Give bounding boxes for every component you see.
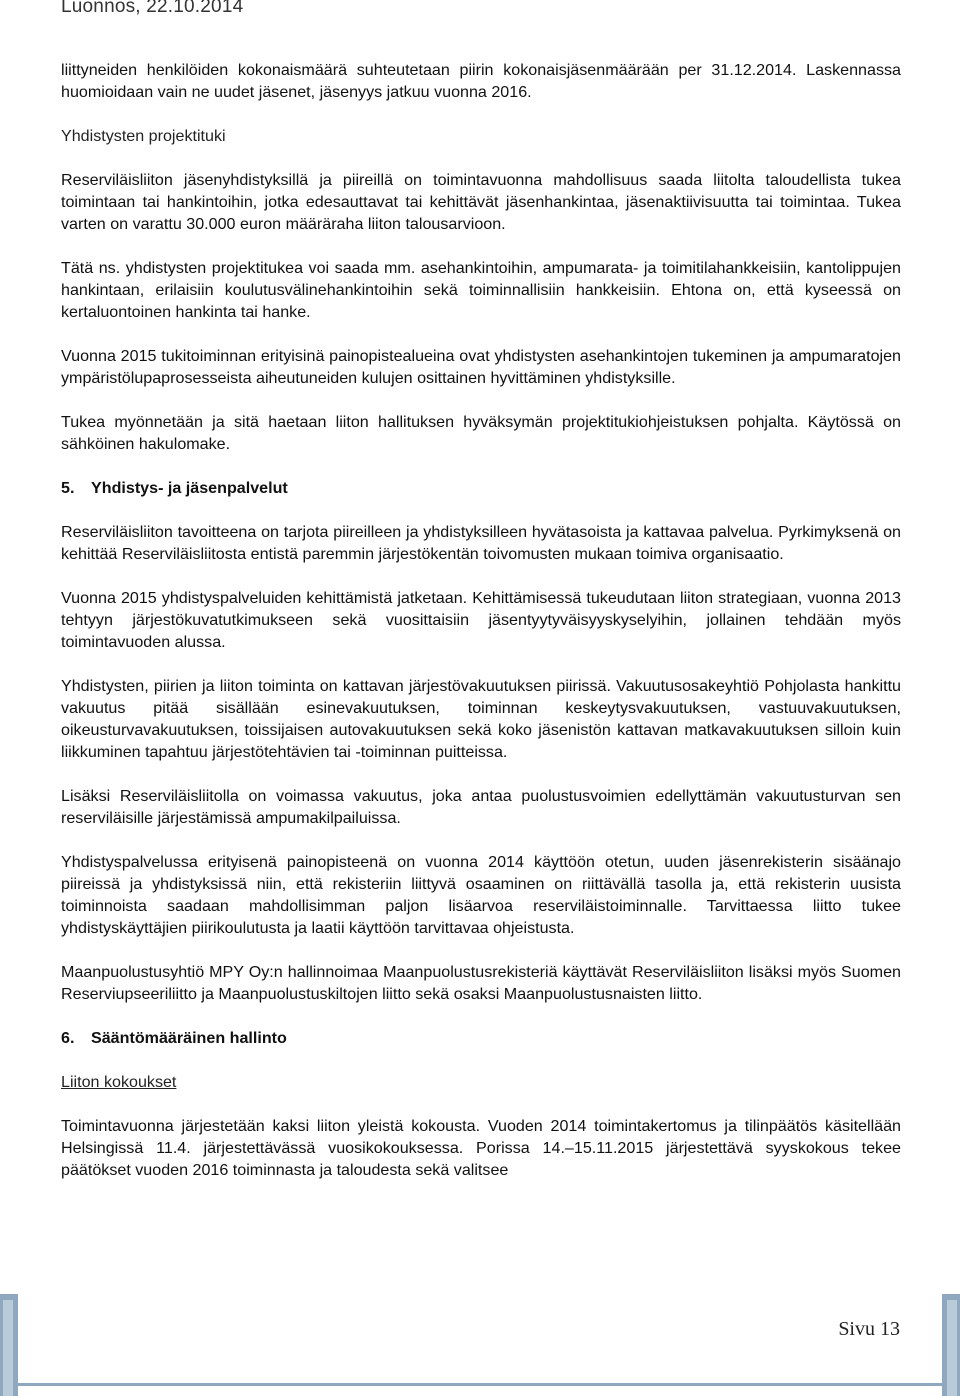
paragraph-s6-1: Toimintavuonna järjestetään kaksi liiton yleistä kokousta. Vuoden 2014 toimintakertomus ja tilinpäätös käsitellään Helsingissä 11.4. järjestettävässä vuosikokouksessa. Porissa 14.–15.11.2015 järjestettävä syyskokous tekee päätökset vuoden 2016 toiminnasta ja taloudesta sekä valitsee <box>61 1117 901 1179</box>
paragraph-s5-4: Lisäksi Reserviläisliitolla on voimassa vakuutus, joka antaa puolustusvoimien edellyttämän vakuutusturvan sen reserviläisille järjestämissä ampumakilpailuissa. <box>61 787 901 827</box>
section-number-6: 6. <box>61 1029 75 1047</box>
paragraph-projektituki-3: Vuonna 2015 tukitoiminnan erityisinä painopistealueina ovat yhdistysten asehankintojen tukeminen ja ampumaratojen ympäristölupaprosesseista aiheutuneiden kulujen osittainen hyvittäminen yhdistyksille. <box>61 347 901 387</box>
section-heading-5 <box>61 477 901 499</box>
section-title-5: Yhdistys- ja jäsenpalvelut <box>91 479 288 497</box>
footer-rule <box>18 1383 942 1386</box>
document-date-header: Luonnos, 22.10.2014 <box>61 0 244 17</box>
paragraph-s5-2: Vuonna 2015 yhdistyspalveluiden kehittämistä jatketaan. Kehittämisessä tukeudutaan liiton strategiaan, vuonna 2013 tehtyyn järjestökuvatutkimukseen sekä vuosittaisiin jäsentyytyväisyyskyselyihin, jollainen tehdään myös toimintavuoden alussa. <box>61 589 901 651</box>
footer-left-decoration-inner <box>3 1300 13 1396</box>
subheading-projektituki: Yhdistysten projektituki <box>61 127 226 145</box>
document-body <box>61 59 901 1203</box>
section-heading-6 <box>61 1027 901 1049</box>
section-number-5: 5. <box>61 479 75 497</box>
paragraph-s5-5: Yhdistyspalvelussa erityisenä painopisteenä on vuonna 2014 käyttöön otetun, uuden jäsenrekisterin sisäänajo piireissä ja yhdistyksissä niin, että rekisteriin liittyvä osaaminen on riittävällä tasolla ja, että rekisterin uusista toiminnoista saadaan mahdollisimman paljon lisäarvoa reserviläistoiminnalle. Tarvittaessa liitto tukee yhdistyskäyttäjien piirikoulutusta ja laatii käyttöön tarvittavaa ohjeistusta. <box>61 853 901 937</box>
paragraph-s5-6: Maanpuolustusyhtiö MPY Oy:n hallinnoimaa Maanpuolustusrekisteriä käyttävät Reserviläisliiton lisäksi myös Suomen Reserviupseeriliitto ja Maanpuolustuskiltojen liitto sekä osaksi Maanpuolustusnaisten liitto. <box>61 963 901 1003</box>
page-number: Sivu 13 <box>838 1318 900 1340</box>
paragraph-intro: liittyneiden henkilöiden kokonaismäärä suhteutetaan piirin kokonaisjäsenmäärään per 31.12.2014. Laskennassa huomioidaan vain ne uudet jäsenet, jäsenyys jatkuu vuonna 2016. <box>61 61 901 101</box>
paragraph-s5-3: Yhdistysten, piirien ja liiton toiminta on kattavan järjestövakuutuksen piirissä. Vakuutusosakeyhtiö Pohjolasta hankittu vakuutus pitää sisällään esinevakuutuksen, toiminnan keskeytysvakuutuksen, vastuuvakuutuksen, oikeusturvavakuutuksen, toissijaisen autovakuutuksen sekä koko jäsenistön kattavan matkavakuutuksen silloin kuin liikkuminen tapahtuu järjestötehtävien tai -toiminnan puitteissa. <box>61 677 901 761</box>
paragraph-projektituki-4: Tukea myönnetään ja sitä haetaan liiton hallituksen hyväksymän projektitukiohjeistuksen pohjalta. Käytössä on sähköinen hakulomake. <box>61 413 901 453</box>
paragraph-s5-1: Reserviläisliiton tavoitteena on tarjota piireilleen ja yhdistyksilleen hyvätasoista ja kattavaa palvelua. Pyrkimyksenä on kehittää Reserviläisliitosta entistä paremmin järjestökentän toivomusten mukaan toimiva organisaatio. <box>61 523 901 563</box>
paragraph-projektituki-2: Tätä ns. yhdistysten projektitukea voi saada mm. asehankintoihin, ampumarata- ja toimitilahankkeisiin, kantolippujen hankintaan, erilaisiin koulutusvälinehankintoihin sekä toiminnallisiin hankkeisiin. Ehtona on, että kyseessä on kertaluontoinen hankinta tai hanke. <box>61 259 901 321</box>
section-title-6: Sääntömääräinen hallinto <box>91 1029 287 1047</box>
paragraph-projektituki-1: Reserviläisliiton jäsenyhdistyksillä ja piireillä on toimintavuonna mahdollisuus saada liitolta taloudellista tukea toimintaan tai hankintoihin, jotka edesauttavat tai kehittävät jäsenhankintaa, jäsenaktiivisuutta tai toimintaa. Tukea varten on varattu 30.000 euron määräraha liiton talousarvioon. <box>61 171 901 233</box>
footer-right-decoration-inner <box>947 1300 957 1396</box>
subheading-liiton-kokoukset: Liiton kokoukset <box>61 1073 177 1091</box>
